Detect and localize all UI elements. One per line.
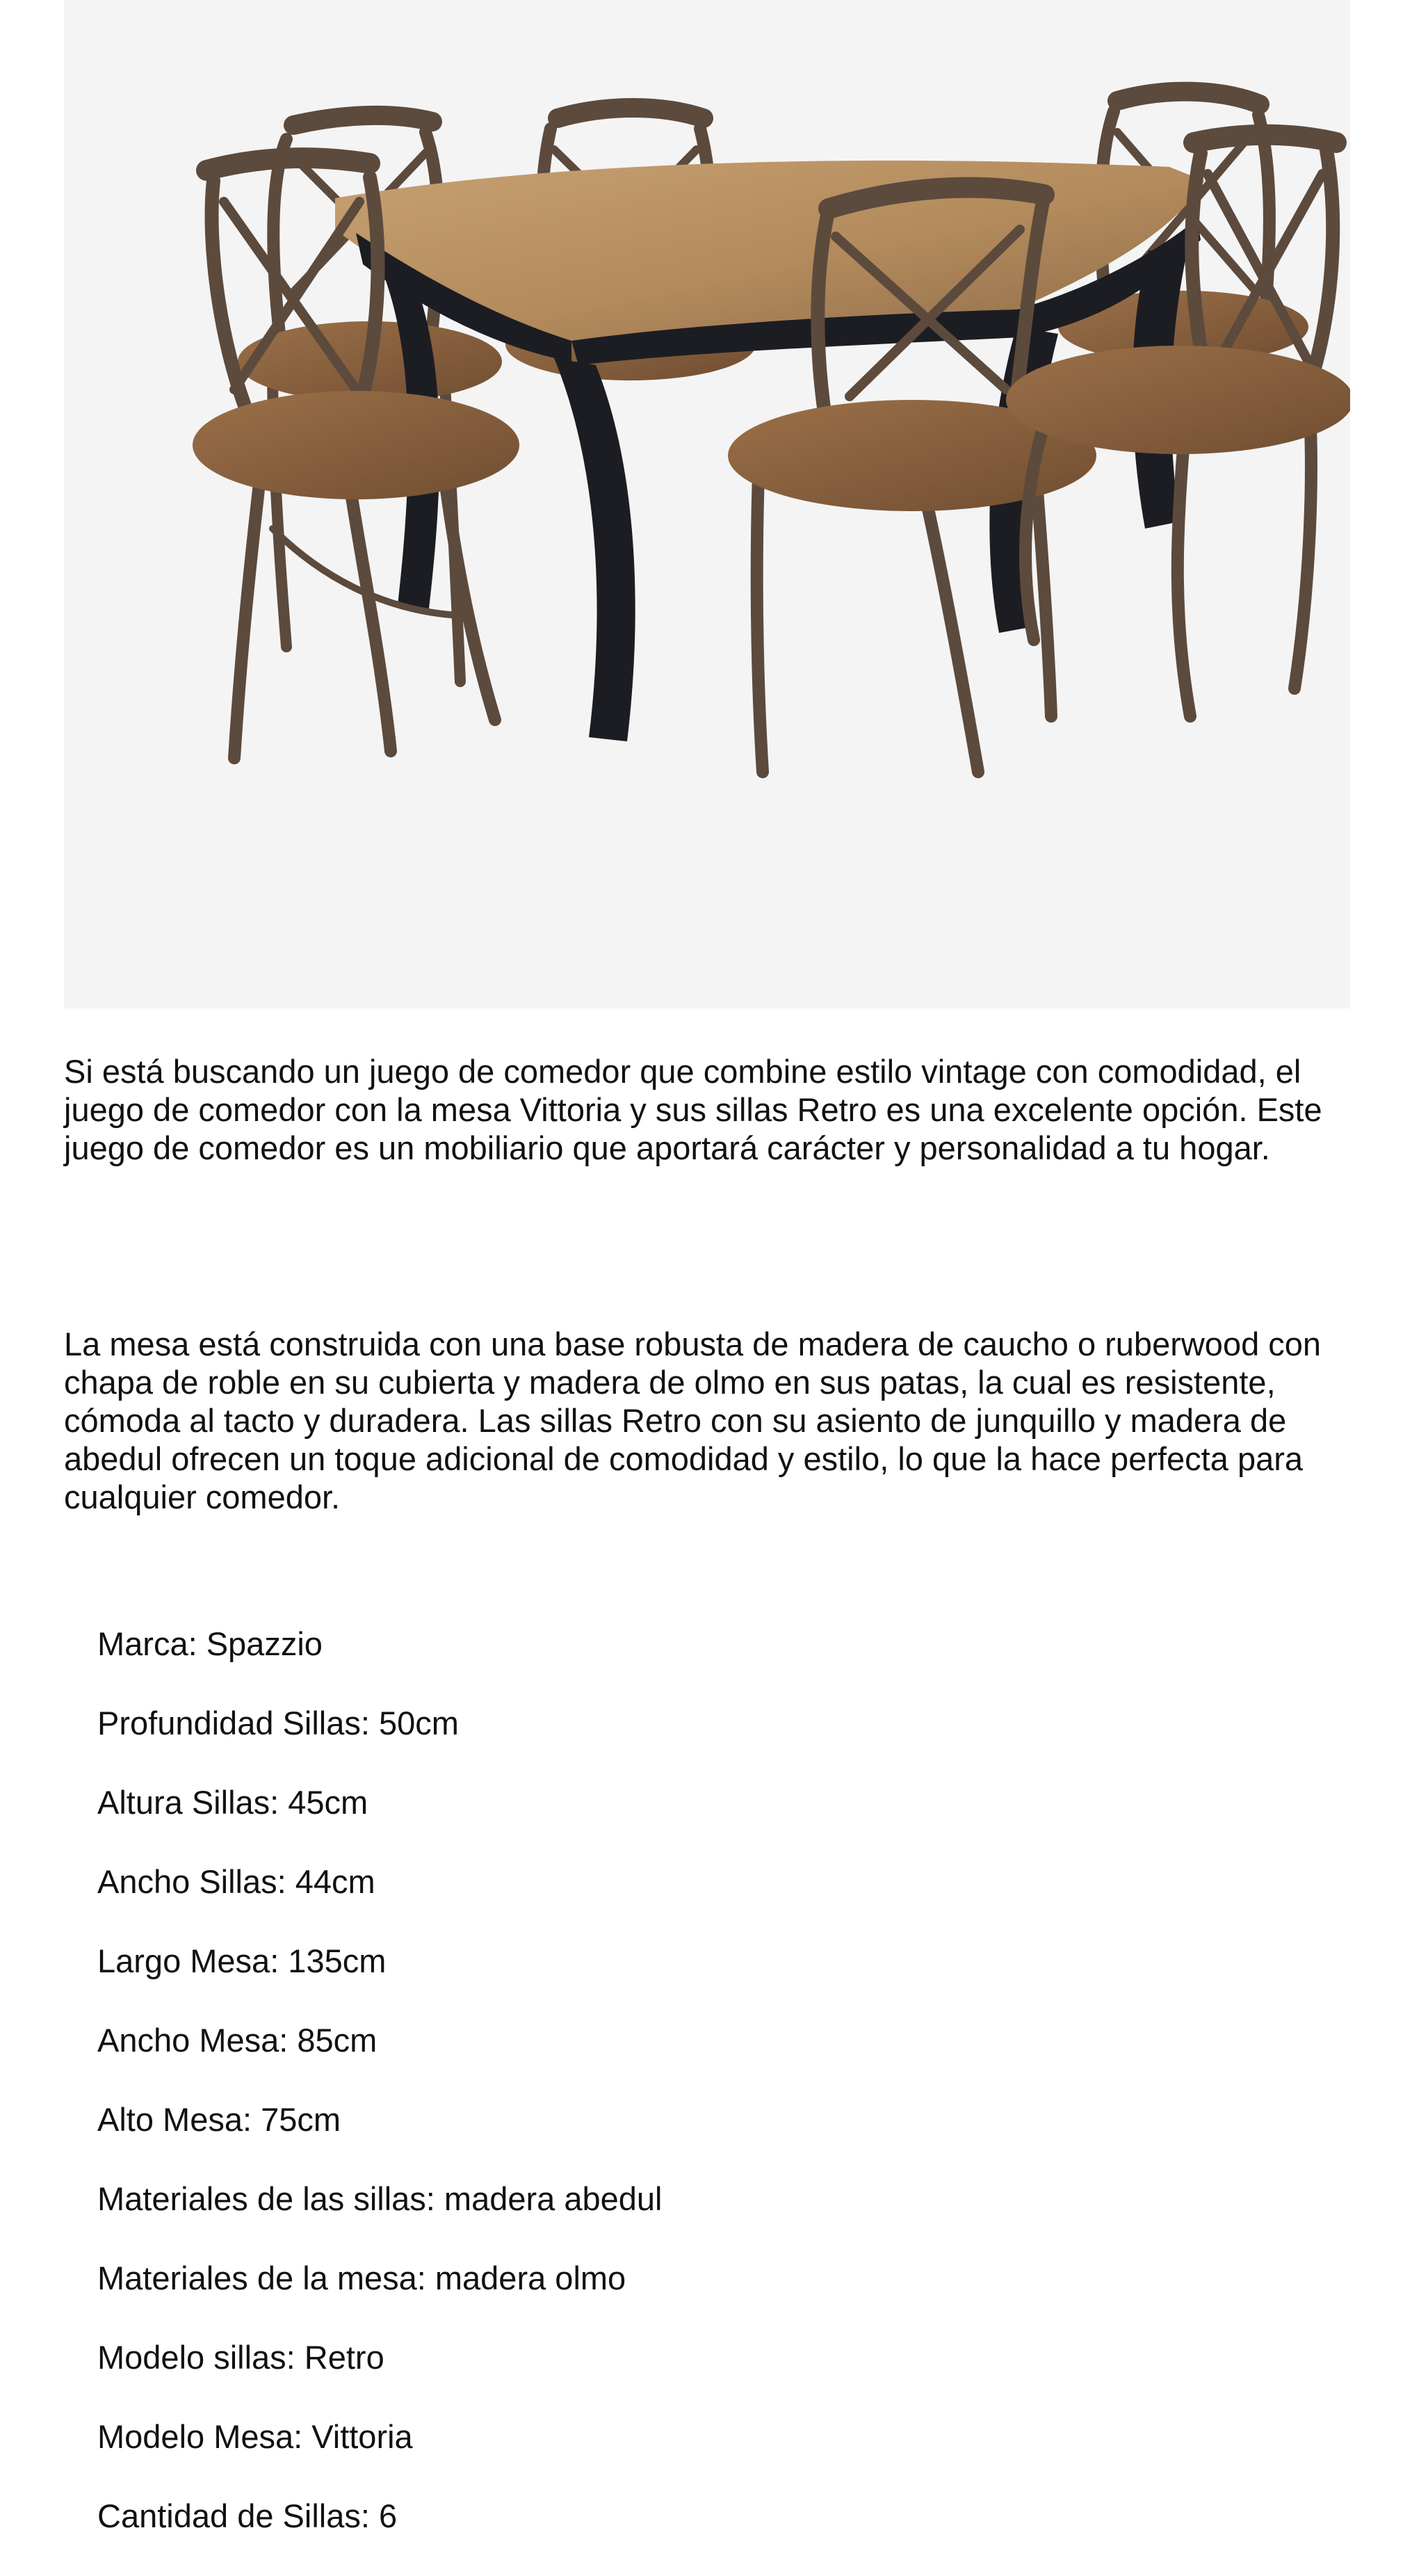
- spec-chair-count: Cantidad de Sillas: 6: [97, 2497, 398, 2534]
- spec-chair-materials: Materiales de las sillas: madera abedul: [97, 2180, 663, 2217]
- dining-set-illustration: [64, 0, 1350, 1008]
- product-image: [64, 0, 1350, 1008]
- description-intro-paragraph: Si está buscando un juego de comedor que combine estilo vintage con comodidad, el juego de comedor con la mesa Vittoria y sus sillas Retro es una excelente opción. Este juego de comedor es un mobiliario que aportará carácter y personalidad a tu hogar.: [64, 1053, 1322, 1166]
- spec-table-model: Modelo Mesa: Vittoria: [97, 2418, 413, 2455]
- product-specifications-list: [97, 1625, 1279, 2576]
- spec-table-height: Alto Mesa: 75cm: [97, 2101, 341, 2138]
- spec-table-width: Ancho Mesa: 85cm: [97, 2022, 378, 2059]
- spec-chair-model: Modelo sillas: Retro: [97, 2339, 384, 2376]
- spec-chair-height: Altura Sillas: 45cm: [97, 1784, 368, 1821]
- spec-table-materials: Materiales de la mesa: madera olmo: [97, 2260, 626, 2296]
- spec-chair-width: Ancho Sillas: 44cm: [97, 1863, 375, 1900]
- front-chair-right-seat: [1006, 346, 1350, 454]
- spec-chair-depth: Profundidad Sillas: 50cm: [97, 1705, 459, 1741]
- front-chair-left-seat: [193, 391, 519, 499]
- spec-table-length: Largo Mesa: 135cm: [97, 1942, 387, 1979]
- description-materials-paragraph: La mesa está construida con una base robusta de madera de caucho o ruberwood con chapa de roble en su cubierta y madera de olmo en sus patas, la cual es resistente, cómoda al tacto y duradera. Las sillas Retro con su asiento de junquillo y madera de abedul ofrecen un toque adicional de comodidad y estilo, lo que la hace perfecta para cualquier comedor.: [64, 1326, 1322, 1515]
- spec-brand: Marca: Spazzio: [97, 1625, 323, 1662]
